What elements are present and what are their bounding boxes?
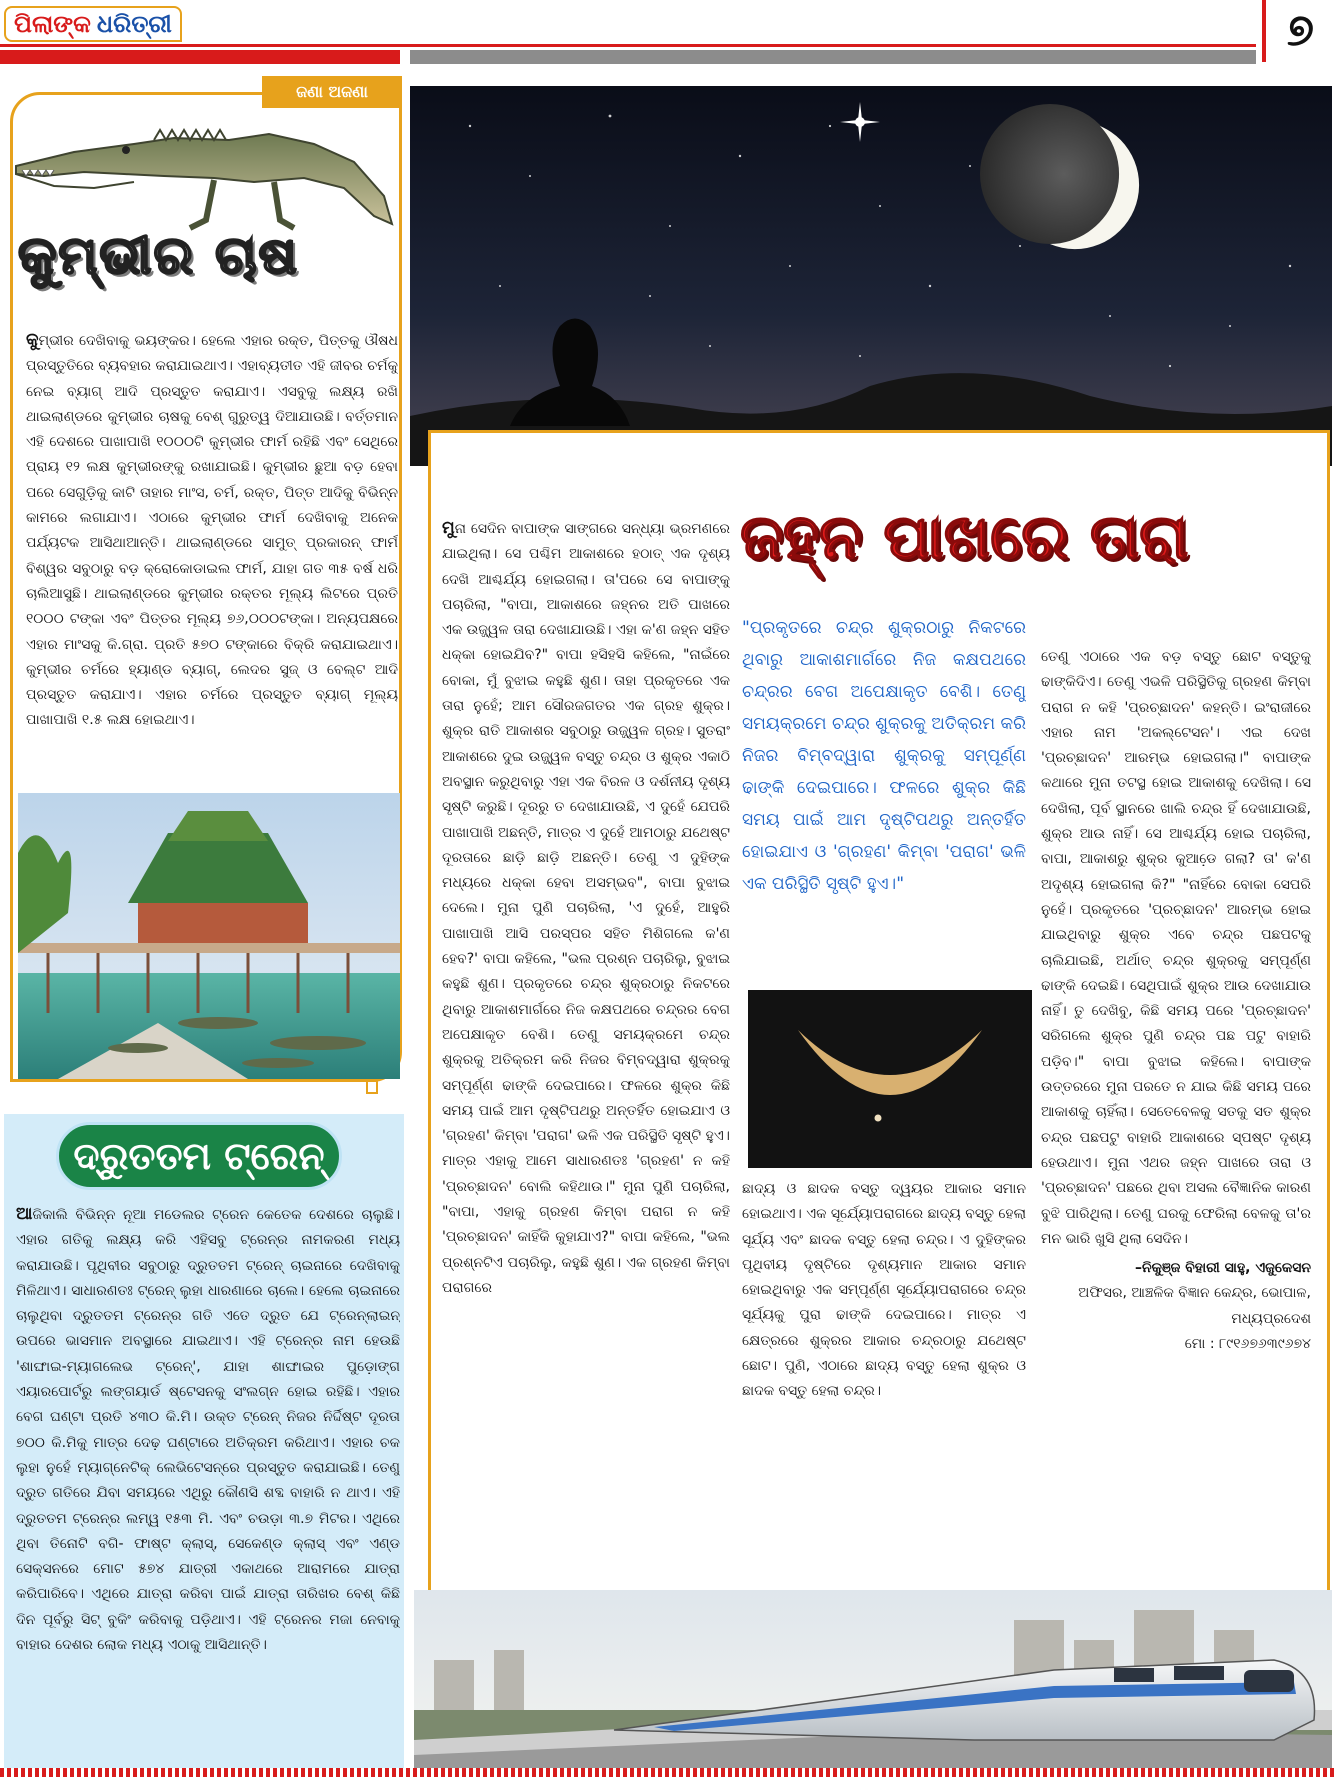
logo-left-text: ପିଲାଙ୍କ: [14, 10, 91, 38]
crocodile-body-text: ମ୍ଭୀର ଦେଖିବାକୁ ଭୟଙ୍କର। ହେଲେ ଏହାର ରକ୍ତ, ପିତ୍ତକୁ ଔଷଧ ପ୍ରସ୍ତୁତିରେ ବ୍ୟବହାର କରାଯାଇଥାଏ। ଏହାବ୍ୟତୀତ ଏହି ଜୀବର ଚର୍ମକୁ ନେଇ ବ୍ୟାଗ୍ ଆଦି ପ୍ରସ୍ତୁତ କରାଯାଏ। ଏସବୁକୁ ଲକ୍ଷ୍ୟ ରଖି ଥାଇଲାଣ୍ଡରେ କୁମ୍ଭୀର ଚାଷକୁ ବେଶ୍ ଗୁରୁତ୍ୱ ଦିଆଯାଉଛି। ବର୍ତ୍ତମାନ ଏହି ଦେଶରେ ପାଖାପାଖି ୧୦୦୦ଟି କୁମ୍ଭୀର ଫାର୍ମ ରହିଛି ଏବଂ ସେଥିରେ ପ୍ରାୟ ୧୨ ଲକ୍ଷ କୁମ୍ଭୀରଙ୍କୁ ରଖାଯାଇଛି। କୁମ୍ଭୀର ଛୁଆ ବଡ଼ ହେବା ପରେ ସେଗୁଡ଼ିକୁ କାଟି ତାହାର ମାଂସ, ଚର୍ମ, ରକ୍ତ, ପିତ୍ତ ଆଦିକୁ ବିଭିନ୍ନ କାମରେ ଲଗାଯାଏ। ଏଠାରେ କୁମ୍ଭୀର ଫାର୍ମ ଦେଖିବାକୁ ଅନେକ ପର୍ଯ୍ୟଟକ ଆସିଥାଆନ୍ତି। ଥାଇଲାଣ୍ଡରେ ସାମୁତ୍ ପ୍ରକାରନ୍ ଫାର୍ମ ବିଶ୍ୱର ସବୁଠାରୁ ବଡ଼ କ୍ରୋକୋଡାଇଲ ଫାର୍ମ, ଯାହା ଗତ ୩୫ ବର୍ଷ ଧରି ଚାଲିଆସୁଛି। ଥାଇଲାଣ୍ଡରେ କୁମ୍ଭୀର ରକ୍ତର ମୂଲ୍ୟ ଲିଟରେ ପ୍ରତି ୧୦୦୦ ଟଙ୍କା ଏବଂ ପିତ୍ତର ମୂଲ୍ୟ ୭୬,୦୦୦ଟଙ୍କା। ଅନ୍ୟପକ୍ଷରେ ଏହାର ମାଂସକୁ କି.ଗ୍ରା. ପ୍ରତି ୫୭୦ ଟଙ୍କାରେ ବିକ୍ରି କରାଯାଇଥାଏ। କୁମ୍ଭୀର ଚର୍ମରେ ହ୍ୟାଣ୍ଡ ବ୍ୟାଗ୍, ଲେଦର ସୁଜ୍ ଓ ବେଲ୍ଟ ଆଦି ପ୍ରସ୍ତୁତ କରାଯାଏ। ଏହାର ଚର୍ମରେ ପ୍ରସ୍ତୁତ ବ୍ୟାଗ୍ ମୂଲ୍ୟ ପାଖାପାଖି ୧.୫ ଲକ୍ଷ ହୋଇଥାଏ।: [26, 333, 398, 729]
train-title: ଦ୍ରୁତତମ ଟ୍ରେନ୍: [56, 1122, 342, 1190]
bottom-rule: [0, 1768, 1335, 1777]
section-tag: ଜଣା ଅଜଣା: [262, 76, 402, 108]
moon-article-column-1-text: ନା ସେଦିନ ବାପାଙ୍କ ସାଙ୍ଗରେ ସନ୍ଧ୍ୟା ଭ୍ରମଣରେ ଯାଇଥିଲା। ସେ ପଶ୍ଚିମ ଆକାଶରେ ହଠାତ୍ ଏକ ଦୃଶ୍ୟ ଦେଖି ଆଶ୍ଚର୍ଯ୍ୟ ହୋଇଗଲା। ତା'ପରେ ସେ ବାପାଙ୍କୁ ପଚାରିଲା, "ବାପା, ଆକାଶରେ ଜହ୍ନର ଅତି ପାଖରେ ଏକ ଉଜ୍ଜ୍ୱଳ ତାରା ଦେଖାଯାଉଛି। ଏହା କ'ଣ ଜହ୍ନ ସହିତ ଧକ୍କା ହୋଇଯିବ?" ବାପା ହସିହସି କହିଲେ, "ନାଇଁରେ ବୋକା, ମୁଁ ବୁଝାଇ କହୁଛି ଶୁଣ। ତାହା ପ୍ରକୃତରେ ଏକ ତାରା ନୁହେଁ; ଆମ ସୌରଜଗତର ଏକ ଗ୍ରହ ଶୁକ୍ର। ଶୁକ୍ର ରାତି ଆକାଶର ସବୁଠାରୁ ଉଜ୍ଜ୍ୱଳ ଗ୍ରହ। ସୁତରାଂ ଆକାଶରେ ଦୁଇ ଉଜ୍ଜ୍ୱଳ ବସ୍ତୁ ଚନ୍ଦ୍ର ଓ ଶୁକ୍ର ଏକାଠି ଅବସ୍ଥାନ କରୁଥିବାରୁ ଏହା ଏକ ବିରଳ ଓ ଦର୍ଶନୀୟ ଦୃଶ୍ୟ ସୃଷ୍ଟି କରୁଛି। ଦୂରରୁ ତ ଦେଖାଯାଉଛି, ଏ ଦୁହେଁ ଯେପରି ପାଖାପାଖି ଅଛନ୍ତି, ମାତ୍ର ଏ ଦୁହେଁ ଆମଠାରୁ ଯଥେଷ୍ଟ ଦୂରତାରେ ଛାଡ଼ି ଛାଡ଼ି ଅଛନ୍ତି। ତେଣୁ ଏ ଦୁହିଙ୍କ ମଧ୍ୟରେ ଧକ୍କା ହେବା ଅସମ୍ଭବ", ବାପା ବୁଝାଇ ଦେଲେ। ମୁନା ପୁଣି ପଚାରିଲା, 'ଏ ଦୁହେଁ, ଆହୁରି ପାଖାପାଖି ଆସି ପରସ୍ପର ସହିତ ମିଶିଗଲେ କ'ଣ ହେବ?' ବାପା କହିଲେ, "ଭଲ ପ୍ରଶ୍ନ ପଚାରିଲୁ, ବୁଝାଇ କହୁଛି ଶୁଣ। ପ୍ରକୃତରେ ଚନ୍ଦ୍ର ଶୁକ୍ରଠାରୁ ନିକଟରେ ଥିବାରୁ ଆକାଶମାର୍ଗରେ ନିଜ କକ୍ଷପଥରେ ଚନ୍ଦ୍ରର ବେଗ ଅପେକ୍ଷାକୃତ ବେଶି। ତେଣୁ ସମୟକ୍ରମେ ଚନ୍ଦ୍ର ଶୁକ୍ରକୁ ଅତିକ୍ରମ କରି ନିଜର ବିମ୍ବଦ୍ୱାରା ଶୁକ୍ରକୁ ସମ୍ପୂର୍ଣ୍ଣ ଢାଙ୍କି ଦେଇପାରେ। ଫଳରେ ଶୁକ୍ର କିଛି ସମୟ ପାଇଁ ଆମ ଦୃଷ୍ଟିପଥରୁ ଅନ୍ତର୍ହିତ ହୋଇଯାଏ ଓ 'ଗ୍ରହଣ' କିମ୍ବା 'ପରାଗ' ଭଳି ଏକ ପରିସ୍ଥିତି ସୃଷ୍ଟି ହୁଏ। ମାତ୍ର ଏହାକୁ ଆମେ ସାଧାରଣତଃ 'ଗ୍ରହଣ' ନ କହି 'ପ୍ରଚ୍ଛାଦନ' ବୋଲି କହିଥାଉ।" ମୁନା ପୁଣି ପଚାରିଲା, "ବାପା, ଏହାକୁ ଗ୍ରହଣ କିମ୍ବା ପରାଗ ନ କହି 'ପ୍ରଚ୍ଛାଦନ' କାହିଁକି କୁହାଯାଏ?" ବାପା କହିଲେ, "ଭଲ ପ୍ରଶ୍ନଟିଏ ପଚାରିଲୁ, କହୁଛି ଶୁଣ। ଏକ ଗ୍ରହଣ କିମ୍ବା ପରାଗରେ: [442, 521, 730, 1296]
page-number: ୭: [1262, 0, 1335, 62]
header-bar-grey: [410, 50, 1256, 64]
moon-article-column-3: [1041, 645, 1311, 1645]
header-bar-red: [0, 50, 400, 64]
crocodile-farm-image: [18, 793, 400, 1079]
maglev-train-image: [414, 1590, 1332, 1774]
night-sky-image: [410, 86, 1332, 466]
crocodile-dropcap: କୁ: [26, 330, 39, 350]
moon-article-dropcap: ମୁ: [442, 518, 455, 538]
moon-article-column-2: ଛାଦ୍ୟ ଓ ଛାଦକ ବସ୍ତୁ ଦ୍ୱୟର ଆକାର ସମାନ ହୋଇଥାଏ। ଏକ ସୂର୍ଯ୍ୟୋପରାଗରେ ଛାଦ୍ୟ ବସ୍ତୁ ହେଲା ସୂର୍ଯ୍ୟ ଏବଂ ଛାଦକ ବସ୍ତୁ ହେଲା ଚନ୍ଦ୍ର। ଏ ଦୁହିଙ୍କର ପୃଥିବୀୟ ଦୃଷ୍ଟିରେ ଦୃଶ୍ୟମାନ ଆକାର ସମାନ ହୋଇଥିବାରୁ ଏକ ସମ୍ପୂର୍ଣ୍ଣ ସୂର୍ଯ୍ୟୋପରାଗରେ ଚନ୍ଦ୍ର ସୂର୍ଯ୍ୟକୁ ପୁରା ଢାଙ୍କି ଦେଇପାରେ। ମାତ୍ର ଏ କ୍ଷେତ୍ରରେ ଶୁକ୍ରର ଆକାର ଚନ୍ଦ୍ରଠାରୁ ଯଥେଷ୍ଟ ଛୋଟ। ପୁଣି, ଏଠାରେ ଛାଦ୍ୟ ବସ୍ତୁ ହେଲା ଶୁକ୍ର ଓ ଛାଦକ ବସ୍ତୁ ହେଲା ଚନ୍ଦ୍ର।: [742, 1181, 1026, 1400]
crescent-moon-image: [748, 990, 1032, 1168]
moon-article-pullquote: "ପ୍ରକୃତରେ ଚନ୍ଦ୍ର ଶୁକ୍ରଠାରୁ ନିକଟରେ ଥିବାରୁ ଆକାଶମାର୍ଗରେ ନିଜ କକ୍ଷପଥରେ ଚନ୍ଦ୍ରର ବେଗ ଅପେକ୍ଷାକୃତ ବେଶି। ତେଣୁ ସମୟକ୍ରମେ ଚନ୍ଦ୍ର ଶୁକ୍ରକୁ ଅତିକ୍ରମ କରି ନିଜର ବିମ୍ବଦ୍ୱାରା ଶୁକ୍ରକୁ ସମ୍ପୂର୍ଣ୍ଣ ଢାଙ୍କି ଦେଇପାରେ। ଫଳରେ ଶୁକ୍ର କିଛି ସମୟ ପାଇଁ ଆମ ଦୃଷ୍ଟିପଥରୁ ଅନ୍ତର୍ହିତ ହୋଇଯାଏ ଓ 'ଗ୍ରହଣ' କିମ୍ବା 'ପରାଗ' ଭଳି ଏକ ପରିସ୍ଥିତି ସୃଷ୍ଟି ହୁଏ।": [742, 618, 1026, 894]
crocodile-image: [14, 104, 400, 240]
moon-article-column-1: [442, 516, 730, 1636]
moon-article-headline-text: ଜହ୍ନ ପାଖରେ ତାରା: [740, 500, 1189, 573]
train-body: [16, 1202, 400, 1772]
byline-name: –ନିକୁଞ୍ଜ ବିହାରୀ ସାହୁ, ଏଜୁକେସନ: [1134, 1260, 1311, 1277]
corner-mark: [366, 1080, 378, 1094]
publication-logo: [4, 6, 182, 42]
masthead: [0, 0, 1335, 66]
train-body-text: ଜିକାଲି ବିଭିନ୍ନ ନୂଆ ମଡେଲର ଟ୍ରେନ କେତେକ ଦେଶରେ ଚାଲୁଛି। ଏହାର ଗତିକୁ ଲକ୍ଷ୍ୟ କରି ଏହିସବୁ ଟ୍ରେନ୍‌ର ନାମକରଣ ମଧ୍ୟ କରାଯାଉଛି। ପୃଥିବୀର ସବୁଠାରୁ ଦ୍ରୁତତମ ଟ୍ରେନ୍ ଚାଇନାରେ ଦେଖିବାକୁ ମିଳିଥାଏ। ସାଧାରଣତଃ ଟ୍ରେନ୍ ଲୁହା ଧାରଣାରେ ଚାଲେ। ହେଲେ ଚାଇନାରେ ଚାଲୁଥିବା ଦ୍ରୁତତମ ଟ୍ରେନ୍‌ର ଗତି ଏତେ ଦ୍ରୁତ ଯେ ଟ୍ରେନ୍‌ଲାଇନ୍ ଉପରେ ଭାସମାନ ଅବସ୍ଥାରେ ଯାଇଥାଏ। ଏହି ଟ୍ରେନ୍‌ର ନାମ ହେଉଛି 'ଶାଙ୍ଘାଇ-ମ୍ୟାଗଲେଭ ଟ୍ରେନ୍', ଯାହା ଶାଙ୍ଘାଇର ପୁଡ଼ୋଙ୍ଗ ଏୟାରପୋର୍ଟରୁ ଲଙ୍ଗୟାର୍ଡ ଷ୍ଟେସନକୁ ସଂଲଗ୍ନ ହୋଇ ରହିଛି। ଏହାର ବେଗ ଘଣ୍ଟା ପ୍ରତି ୪୩୦ କି.ମି। ଉକ୍ତ ଟ୍ରେନ୍ ନିଜର ନିର୍ଦ୍ଦିଷ୍ଟ ଦୂରତା ୭୦୦ କି.ମିକୁ ମାତ୍ର ଦେଢ଼ ଘଣ୍ଟାରେ ଅତିକ୍ରମ କରିଥାଏ। ଏହାର ଚକ ଲୁହା ନୁହେଁ ମ୍ୟାଗ୍ନେଟିକ୍ ଲେଭିଟେସନ୍‌ରେ ପ୍ରସ୍ତୁତ କରାଯାଇଛି। ତେଣୁ ଦ୍ରୁତ ଗତିରେ ଯିବା ସମୟରେ ଏଥିରୁ କୌଣସି ଶବ୍ଦ ବାହାରି ନ ଥାଏ। ଏହି ଦ୍ରୁତତମ ଟ୍ରେନ୍‌ର ଲମ୍ୱ ୧୫୩ ମି. ଏବଂ ଚଉଡ଼ା ୩.୭ ମିଟର। ଏଥିରେ ଥିବା ତିନୋଟି ବଗି- ଫାଷ୍ଟ କ୍ଲାସ୍, ସେକେଣ୍ଡ କ୍ଲାସ୍ ଏବଂ ଏଣ୍ଡ ସେକ୍ସନରେ ମୋଟ ୫୭୪ ଯାତ୍ରୀ ଏକାଥରେ ଆରାମରେ ଯାତ୍ରା କରିପାରିବେ। ଏଥିରେ ଯାତ୍ରା କରିବା ପାଇଁ ଯାତ୍ରା ତାରିଖର ବେଶ୍ କିଛି ଦିନ ପୂର୍ବରୁ ସିଟ୍ ବୁକିଂ କରିବାକୁ ପଡ଼ିଥାଏ। ଏହି ଟ୍ରେନର ମଜା ନେବାକୁ ବାହାର ଦେଶର ଲୋକ ମଧ୍ୟ ଏଠାକୁ ଆସିଥାନ୍ତି।: [16, 1207, 400, 1654]
crocodile-title: କୁମ୍ଭୀର ଚାଷ: [18, 226, 299, 286]
byline-role: ଅଫିସର, ଆଞ୍ଚଳିକ ବିଜ୍ଞାନ କେନ୍ଦ୍ର, ଭୋପାଳ, ମଧ୍ୟପ୍ରଦେଶ: [1078, 1285, 1311, 1327]
crocodile-body: [26, 328, 398, 758]
train-dropcap: ଆ: [16, 1204, 33, 1224]
byline-phone: ମୋ : ୮୯୧୬୭୬୩୯୬୭୪: [1184, 1336, 1311, 1353]
moon-article-headline: [740, 500, 1320, 600]
moon-article-column-3-text: ତେଣୁ ଏଠାରେ ଏକ ବଡ଼ ବସ୍ତୁ ଛୋଟ ବସ୍ତୁକୁ ଢାଙ୍କିଦିଏ। ତେଣୁ ଏଭଳି ପରିସ୍ଥିତିକୁ ଗ୍ରହଣ କିମ୍ବା ପରାଗ ନ କହି 'ପ୍ରଚ୍ଛାଦନ' କହନ୍ତି। ଇଂରାଜୀରେ ଏହାର ନାମ 'ଅକଲ୍ଟେସନ'। ଏଇ ଦେଖ 'ପ୍ରଚ୍ଛାଦନ' ଆରମ୍ଭ ହୋଇଗଲା।" ବାପାଙ୍କ କଥାରେ ମୁନା ତଟସ୍ଥ ହୋଇ ଆକାଶକୁ ଦେଖିଲା। ସେ ଦେଖିଲା, ପୂର୍ବ ସ୍ଥାନରେ ଖାଲି ଚନ୍ଦ୍ର ହିଁ ଦେଖାଯାଉଛି, ଶୁକ୍ର ଆଉ ନାହିଁ। ସେ ଆଶ୍ଚର୍ଯ୍ୟ ହୋଇ ପଚାରିଲା, ବାପା, ଆକାଶରୁ ଶୁକ୍ର କୁଆଡେ଼ ଗଲା? ତା' କ'ଣ ଅଦୃଶ୍ୟ ହୋଇଗଲା କି?" "ନାହିଁରେ ବୋକା ସେପରି ନୁହେଁ। ପ୍ରକୃତରେ 'ପ୍ରଚ୍ଛାଦନ' ଆରମ୍ଭ ହୋଇ ଯାଇଥିବାରୁ ଶୁକ୍ର ଏବେ ଚନ୍ଦ୍ର ପଛପଟକୁ ଚାଲିଯାଇଛି, ଅର୍ଥାତ୍ ଚନ୍ଦ୍ର ଶୁକ୍ରକୁ ସମ୍ପୂର୍ଣ୍ଣ ଢାଙ୍କି ଦେଇଛି। ସେଥିପାଇଁ ଶୁକ୍ର ଆଉ ଦେଖାଯାଉ ନାହିଁ। ତୁ ଦେଖିବୁ, କିଛି ସମୟ ପରେ 'ପ୍ରଚ୍ଛାଦନ' ସରିଗଲେ ଶୁକ୍ର ପୁଣି ଚନ୍ଦ୍ର ପଛ ପଟୁ ବାହାରି ପଡ଼ିବ।" ବାପା ବୁଝାଇ କହିଲେ। ବାପାଙ୍କ ଉତ୍ତରରେ ମୁନା ପରତେ ନ ଯାଇ କିଛି ସମୟ ପରେ ଆକାଶକୁ ଚାହିଁଲା। ସେତେବେଳକୁ ସତକୁ ସତ ଶୁକ୍ର ଚନ୍ଦ୍ର ପଛପଟୁ ବାହାରି ଆକାଶରେ ସ୍ପଷ୍ଟ ଦୃଶ୍ୟ ହେଉଥାଏ। ମୁନା ଏଥର ଜହ୍ନ ପାଖରେ ତାରା ଓ 'ପ୍ରଚ୍ଛାଦନ' ପଛରେ ଥିବା ଅସଲ ବୈଜ୍ଞାନିକ କାରଣ ବୁଝି ପାରିଥିଲା। ତେଣୁ ଘରକୁ ଫେରିଲା ବେଳକୁ ତା'ର ମନ ଭାରି ଖୁସି ଥିଲା ସେଦିନ।: [1041, 649, 1311, 1247]
logo-right-text: ଧରିତ୍ରୀ: [96, 10, 172, 38]
header-rule: [0, 44, 1256, 47]
